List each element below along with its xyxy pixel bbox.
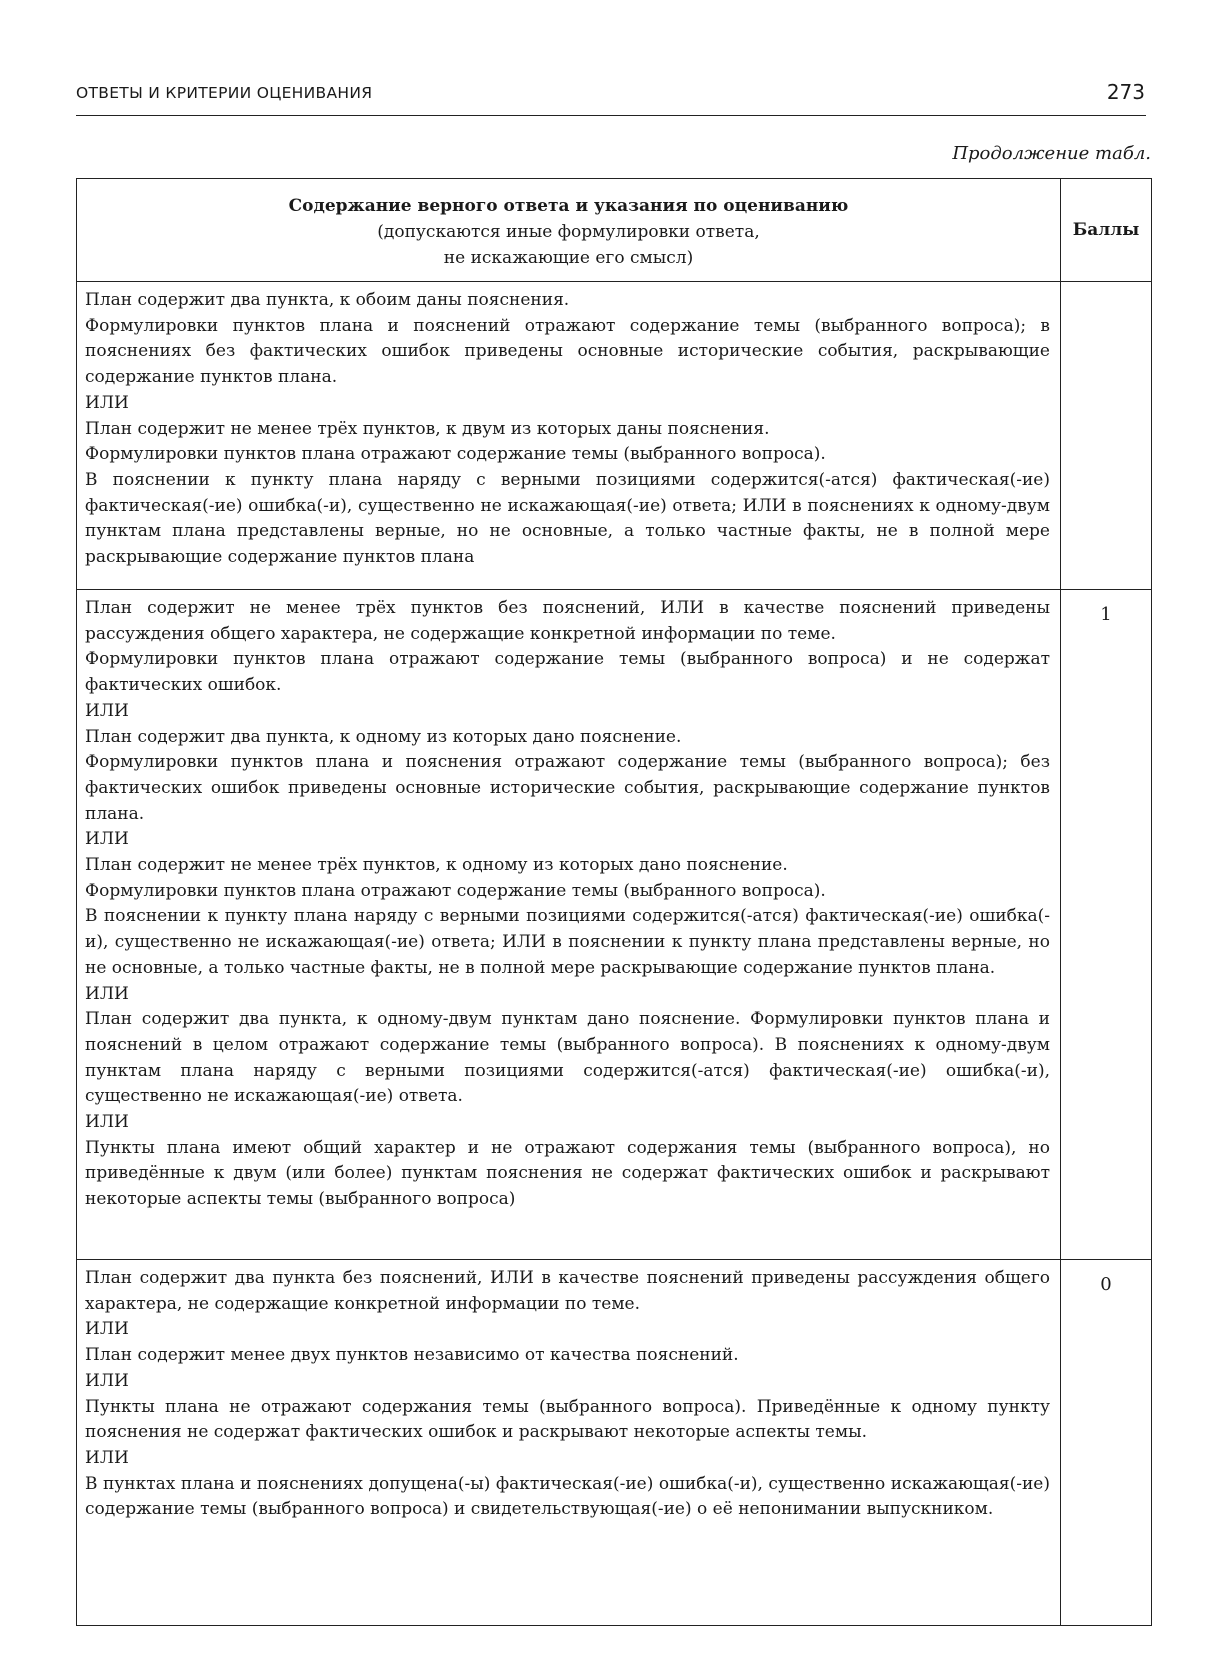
or-separator: ИЛИ	[85, 1112, 129, 1133]
criteria-paragraph: План содержит не менее трёх пунктов, к одному из которых дано пояснение.	[85, 855, 788, 876]
criteria-paragraph: План содержит два пункта без пояснений, ИЛИ в качестве пояснений приведены рассуждения общего характера, не содержащие конкретной информации по теме.	[85, 1268, 1050, 1314]
running-head: ОТВЕТЫ И КРИТЕРИИ ОЦЕНИВАНИЯ	[76, 84, 373, 102]
criteria-paragraph: План содержит не менее трёх пунктов без пояснений, ИЛИ в качестве пояснений приведены рассуждения общего характера, не содержащие конкретной информации по теме.	[85, 598, 1050, 644]
or-separator: ИЛИ	[85, 1370, 129, 1391]
criteria-cell	[77, 590, 1061, 1260]
or-separator: ИЛИ	[85, 392, 129, 413]
or-separator: ИЛИ	[85, 700, 129, 721]
page-number: 273	[1106, 80, 1145, 104]
header-divider	[76, 115, 1146, 116]
score-column-header: Баллы	[1061, 179, 1152, 282]
content-header-title: Содержание верного ответа и указания по оцениванию	[288, 196, 849, 216]
criteria-cell	[77, 1260, 1061, 1626]
criteria-paragraph: План содержит менее двух пунктов независимо от качества пояснений.	[85, 1345, 739, 1366]
criteria-paragraph: Формулировки пунктов плана отражают содержание темы (выбранного вопроса) и не содержат фактических ошибок.	[85, 649, 1050, 696]
score-cell: 1	[1061, 590, 1152, 1260]
table-row	[77, 1260, 1152, 1626]
criteria-paragraph: Пункты плана имеют общий характер и не отражают содержания темы (выбранного вопроса), но приведённые к двум (или более) пунктам пояснения не содержат фактических ошибок и раскрывают некоторые аспекты темы (выбранного вопроса)	[85, 1137, 1050, 1210]
table-row	[77, 282, 1152, 590]
criteria-paragraph: Пункты плана не отражают содержания темы (выбранного вопроса). Приведённые к одному пункту пояснения не содержат фактических ошибок и раскрывают некоторые аспекты темы.	[85, 1396, 1050, 1443]
criteria-cell	[77, 282, 1061, 590]
criteria-paragraph: Формулировки пунктов плана отражают содержание темы (выбранного вопроса).	[85, 880, 826, 901]
or-separator: ИЛИ	[85, 1319, 129, 1340]
criteria-paragraph: План содержит два пункта, к одному-двум пунктам дано пояснение. Формулировки пунктов плана и пояснений в целом отражают содержание темы (выбранного вопроса). В пояснениях к одному-двум пунктам плана наряду с верными позициями содержится(-атся) фактическая(-ие) ошибка(-и), существенно не искажающая(-ие) ответа.	[85, 1009, 1050, 1107]
criteria-paragraph: Формулировки пунктов плана и пояснений отражают содержание темы (выбранного вопроса); в пояснениях без фактических ошибок приведены основные исторические события, раскрывающие содержание пунктов плана.	[85, 315, 1050, 388]
content-header-note: не искажающие его смысл)	[443, 248, 694, 268]
criteria-paragraph: В пунктах плана и пояснениях допущена(-ы) фактическая(-ие) ошибка(-и), существенно искажающая(-ие) содержание темы (выбранного вопроса) и свидетельствующая(-ие) о её непонимании выпускником.	[85, 1473, 1050, 1520]
criteria-paragraph: В пояснении к пункту плана наряду с верными позициями содержится(-атся) фактическая(-ие) ошибка(-и), существенно не искажающая(-ие) ответа; ИЛИ в пояснении к пункту плана представлены верные, но не основные, а только частные факты, не в полной мере раскрывающие содержание пунктов плана.	[85, 906, 1050, 978]
criteria-paragraph: План содержит два пункта, к одному из которых дано пояснение.	[85, 726, 682, 747]
score-cell	[1061, 282, 1152, 590]
score-cell: 0	[1061, 1260, 1152, 1626]
criteria-paragraph: В пояснении к пункту плана наряду с верными позициями содержится(-атся) фактическая(-ие) фактическая(-ие) ошибка(-и), существенно не искажающая(-ие) ответа; ИЛИ в пояснениях к одному-двум пунктам плана представлены верные, но не основные, а только частные факты, не в полной мере раскрывающие содержание пунктов плана	[85, 469, 1050, 568]
criteria-paragraph: План содержит два пункта, к обоим даны пояснения.	[85, 290, 570, 310]
criteria-paragraph: План содержит не менее трёх пунктов, к двум из которых даны пояснения.	[85, 418, 770, 439]
table-header-row	[77, 179, 1152, 282]
table-continuation-note: Продолжение табл.	[952, 143, 1151, 164]
content-header-note: (допускаются иные формулировки ответа,	[377, 222, 760, 242]
criteria-paragraph: Формулировки пунктов плана отражают содержание темы (выбранного вопроса).	[85, 444, 826, 465]
table-row	[77, 590, 1152, 1260]
or-separator: ИЛИ	[85, 1447, 129, 1468]
criteria-table	[76, 178, 1152, 1626]
or-separator: ИЛИ	[85, 983, 129, 1004]
criteria-paragraph: Формулировки пунктов плана и пояснения отражают содержание темы (выбранного вопроса); без фактических ошибок приведены основные исторические события, раскрывающие содержание пунктов плана.	[85, 752, 1050, 824]
content-column-header	[77, 179, 1061, 282]
or-separator: ИЛИ	[85, 829, 129, 850]
